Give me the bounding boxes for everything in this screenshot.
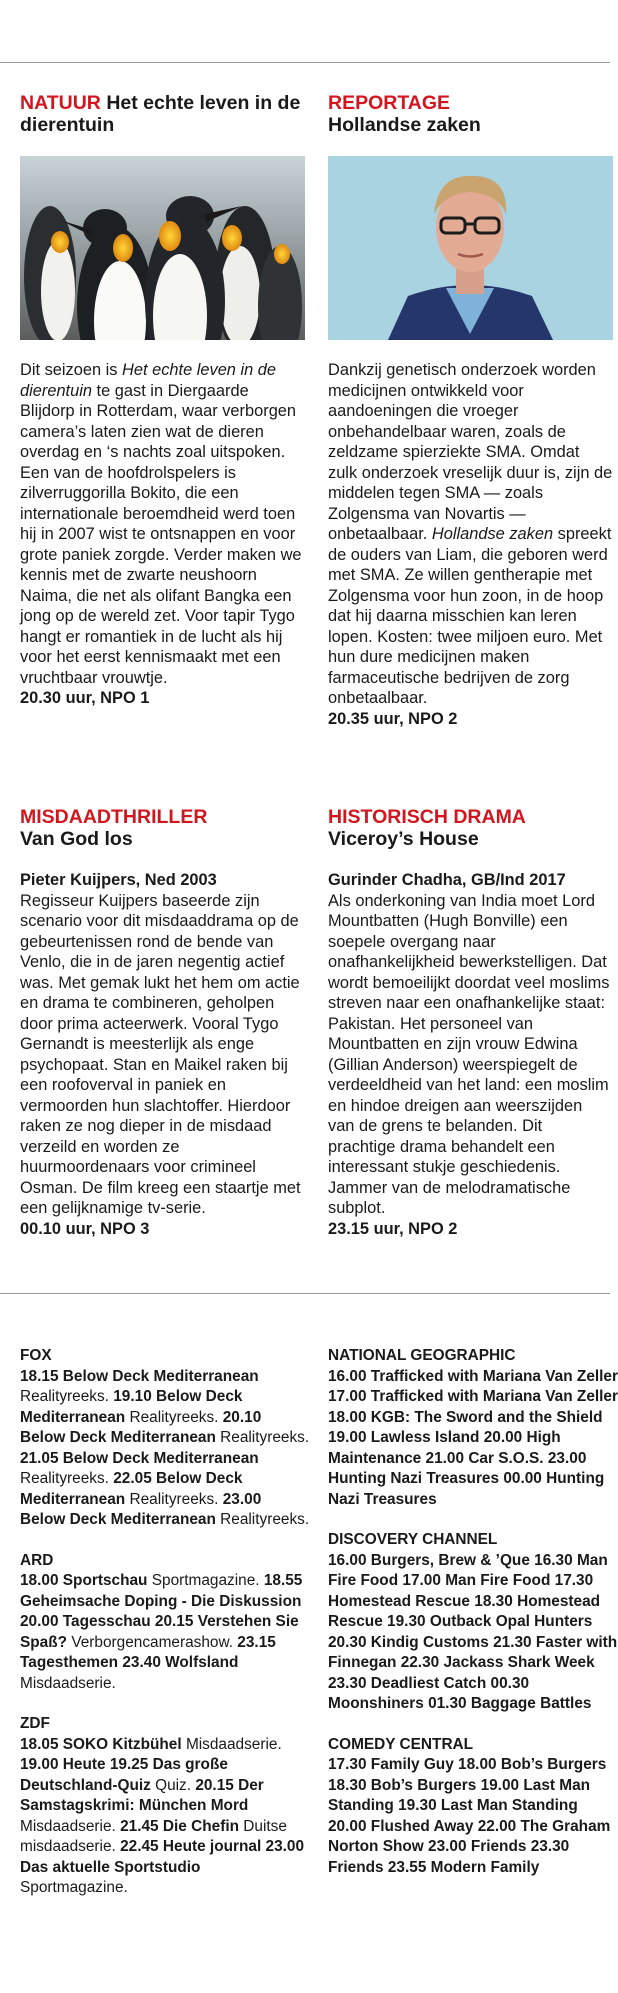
program-title: Die Chefin bbox=[162, 1817, 239, 1835]
program-description: Realityreeks. bbox=[129, 1490, 219, 1508]
program-time: 17.00 bbox=[402, 1572, 441, 1589]
program-entry bbox=[398, 1797, 578, 1814]
program-title: Friends bbox=[328, 1858, 384, 1876]
program-description: Duitse misdaadserie. bbox=[20, 1817, 287, 1855]
program-time: 18.00 bbox=[328, 1408, 367, 1426]
article-category: HISTORISCH DRAMA bbox=[328, 806, 526, 828]
body-run: Als onderkoning van India moet Lord Mountbatten (Hugh Bonville) een soepele overgang naar onafhankelijkheid bewerkstelligen. Dat wordt bemoeilijkt doordat veel moslims streven naar een onafhankelijke staat: Pakistan. Het personeel van Mountbatten en zijn vrouw Edwina (Gillian Anderson) weerspiegelt de verdeeldheid van het land: een moslim en hindoe dreigen aan weerszijden van de grens te belanden. Dit prachtige drama behandelt een interessant stukje geschiedenis. Jammer van de melodramatische subplot. bbox=[328, 891, 610, 1217]
body-run: spreekt de ouders van Liam, die geboren werd met SMA. Ze willen gentherapie met Zolgensma voor hun zoon, in de hoop dat hij daarna misschien kan leren lopen. Kosten: twee miljoen euro. Met hun dure medicijnen maken farmaceutische bedrijven de zorg onbetaalbaar. bbox=[328, 525, 612, 707]
program-entry bbox=[328, 1634, 489, 1651]
program-time: 18.30 bbox=[328, 1776, 367, 1794]
program-time: 23.55 bbox=[387, 1858, 427, 1876]
program-time: 00.00 bbox=[503, 1470, 542, 1487]
program-title: Moonshiners bbox=[328, 1695, 424, 1712]
program-time: 17.00 bbox=[328, 1388, 367, 1405]
program-time: 23.00 bbox=[222, 1490, 262, 1508]
program-entry bbox=[402, 1572, 550, 1589]
program-title: Man Fire Food bbox=[445, 1572, 551, 1589]
program-time: 19.25 bbox=[109, 1756, 149, 1773]
program-title: Below Deck Mediterranean bbox=[20, 1511, 216, 1528]
program-title: Das aktuelle Sportstudio bbox=[20, 1858, 201, 1876]
body-run: Regisseur Kuijpers baseerde zijn scenario voor dit misdaaddrama op de gebeurtenissen rond de bende van Venlo, die in de jaren negentig actief was. Met gemak lukt het hem om actie en drama te combineren, geholpen door prima acteerwerk. Vooral Tygo Gernandt is meesterlijk als enge psychopaat. Stan en Maikel raken bij een roofoverval in paniek en vermoorden hun slachtoffer. Hierdoor raken ze nog dieper in de misdaad verzeild en worden ze huurmoordenaars voor crimineel Osman. De film kreeg een staartje met een gelijknamige tv-serie. bbox=[20, 891, 301, 1217]
program-time: 20.15 bbox=[195, 1776, 234, 1794]
article-heading bbox=[328, 92, 613, 136]
program-entry bbox=[20, 1756, 106, 1773]
program-time: 01.30 bbox=[428, 1695, 467, 1712]
article-body bbox=[20, 360, 305, 688]
article-airtime: 00.10 uur, NPO 3 bbox=[20, 1219, 150, 1238]
program-title: Deadliest Catch bbox=[370, 1674, 487, 1692]
program-title: Baggage Battles bbox=[470, 1695, 592, 1712]
program-time: 19.00 bbox=[20, 1756, 59, 1773]
article-historisch-drama bbox=[328, 806, 613, 1239]
program-entry bbox=[20, 1613, 151, 1630]
article-body bbox=[20, 891, 305, 1219]
program-time: 16.00 bbox=[328, 1551, 367, 1569]
program-title: Sportschau bbox=[62, 1572, 148, 1589]
program-title: Trafficked with Mariana Van Zeller bbox=[370, 1388, 618, 1405]
program-title: Modern Family bbox=[430, 1858, 540, 1876]
program-title: Below Deck Mediterranean bbox=[20, 1470, 243, 1508]
program-time: 21.00 bbox=[425, 1449, 465, 1467]
program-title: Homestead Rescue bbox=[328, 1592, 470, 1610]
program-time: 23.40 bbox=[122, 1654, 161, 1671]
program-entry bbox=[388, 1859, 539, 1876]
article-title: Van God los bbox=[20, 828, 133, 850]
program-entry bbox=[458, 1756, 606, 1773]
program-time: 22.00 bbox=[477, 1817, 517, 1835]
article-heading bbox=[328, 806, 613, 850]
program-title: Car S.O.S. bbox=[468, 1449, 544, 1467]
program-time: 19.00 bbox=[328, 1429, 367, 1446]
program-entry bbox=[20, 1572, 147, 1589]
channel-programs bbox=[328, 1367, 618, 1511]
program-description: Sportmagazine. bbox=[20, 1879, 128, 1896]
program-time: 22.30 bbox=[400, 1654, 440, 1671]
channel-programs bbox=[328, 1551, 618, 1715]
article-title: Viceroy’s House bbox=[328, 828, 479, 850]
program-entry bbox=[122, 1654, 238, 1671]
program-time: 18.00 bbox=[458, 1756, 497, 1773]
program-entry bbox=[328, 1552, 530, 1569]
program-title: Tagesschau bbox=[62, 1613, 151, 1630]
program-description: Realityreeks. bbox=[220, 1429, 310, 1446]
program-time: 18.00 bbox=[20, 1572, 59, 1589]
program-time: 20.30 bbox=[328, 1633, 367, 1651]
penguins-photo bbox=[20, 156, 305, 340]
program-title: Hunting Nazi Treasures bbox=[328, 1470, 500, 1487]
listings-right-column bbox=[328, 1346, 618, 1878]
program-time: 17.30 bbox=[554, 1572, 594, 1589]
body-run: te gast in Diergaarde Blijdorp in Rotterdam, waar verborgen camera’s laten zien wat de dieren overdag en ‘s nachts zoal uitspoken. Een van de hoofdrolspelers is zilverruggorilla Bokito, die een internationale beroemdheid werd toen hij in 2007 wist te ontsnappen en voor grote paniek zorgde. Verder maken we kennis met de zwarte neushoorn Naima, die net als olifant Bangka een jong op de wereld zet. Voor tapir Tygo hangt er romantiek in de lucht als hij voor het eerst kennismaakt met een vruchtbaar vrouwtje. bbox=[20, 381, 302, 687]
program-entry bbox=[328, 1368, 618, 1385]
program-title: Der Samstagskrimi: München Mord bbox=[20, 1776, 264, 1814]
program-title: Heute journal bbox=[162, 1838, 262, 1855]
channel-programs bbox=[328, 1755, 618, 1878]
program-title: Last Man Standing bbox=[440, 1797, 578, 1814]
program-entry bbox=[20, 1368, 259, 1385]
top-divider bbox=[0, 62, 610, 63]
italic-title-ref: Het echte leven in de dierentuin bbox=[20, 361, 277, 400]
article-airtime: 20.30 uur, NPO 1 bbox=[20, 689, 150, 707]
program-title: Below Deck Mediterranean bbox=[62, 1367, 259, 1385]
program-title: Jackass Shark Week bbox=[443, 1654, 595, 1671]
portrait-photo bbox=[328, 156, 613, 340]
program-title: Lawless Island bbox=[370, 1429, 480, 1446]
program-time: 23.30 bbox=[530, 1838, 570, 1855]
program-time: 21.05 bbox=[20, 1449, 59, 1467]
program-entry bbox=[328, 1409, 603, 1426]
program-time: 17.30 bbox=[328, 1756, 367, 1773]
article-airtime: 20.35 uur, NPO 2 bbox=[328, 709, 458, 728]
program-entry bbox=[328, 1429, 479, 1446]
program-title: Kindig Customs bbox=[370, 1633, 489, 1651]
program-entry bbox=[426, 1450, 544, 1467]
program-title: Flushed Away bbox=[370, 1817, 474, 1835]
program-title: Burgers, Brew & ’Que bbox=[370, 1551, 530, 1569]
program-time: 16.00 bbox=[328, 1367, 367, 1385]
program-entry bbox=[328, 1756, 454, 1773]
program-time: 23.00 bbox=[265, 1838, 305, 1855]
program-time: 19.00 bbox=[480, 1776, 520, 1794]
program-time: 18.05 bbox=[20, 1735, 59, 1753]
article-airtime: 23.15 uur, NPO 2 bbox=[328, 1219, 458, 1238]
program-time: 18.15 bbox=[20, 1367, 59, 1385]
program-time: 22.45 bbox=[120, 1838, 159, 1855]
program-title: Below Deck Mediterranean bbox=[20, 1429, 216, 1446]
article-credits: Pieter Kuijpers, Ned 2003 bbox=[20, 871, 217, 889]
article-body bbox=[328, 891, 613, 1219]
body-run: Dankzij genetisch onderzoek worden medicijnen ontwikkeld voor aandoeningen die vroeger onbehandelbaar waren, zoals de zeldzame spierziekte SMA. Omdat zulk onderzoek vreselijk duur is, zijn de middelen tegen SMA — zoals Zolgensma van Novartis — onbetaalbaar. bbox=[328, 361, 613, 543]
article-body bbox=[328, 360, 613, 709]
program-time: 19.30 bbox=[398, 1797, 437, 1814]
program-title: Below Deck Mediterranean bbox=[62, 1449, 259, 1467]
program-entry bbox=[120, 1838, 261, 1855]
program-entry bbox=[328, 1818, 473, 1835]
program-time: 20.00 bbox=[328, 1817, 367, 1835]
article-title: Het echte leven in de dierentuin bbox=[20, 92, 301, 136]
program-title: Heute bbox=[62, 1756, 106, 1773]
article-title: Hollandse zaken bbox=[328, 114, 481, 136]
program-title: Geheimsache Doping - Die Diskussion bbox=[20, 1592, 302, 1610]
program-description: Misdaadserie. bbox=[185, 1735, 282, 1753]
program-description: Realityreeks. bbox=[129, 1408, 219, 1426]
channel-name: ZDF bbox=[20, 1715, 50, 1732]
program-entry bbox=[387, 1613, 592, 1630]
program-time: 16.30 bbox=[534, 1551, 573, 1569]
channel-programs bbox=[20, 1735, 310, 1899]
program-title: KGB: The Sword and the Shield bbox=[370, 1408, 603, 1426]
channel-programs bbox=[20, 1571, 310, 1694]
program-time: 19.30 bbox=[387, 1613, 426, 1630]
program-time: 23.30 bbox=[328, 1674, 367, 1692]
program-entry bbox=[20, 1736, 182, 1753]
program-description: Misdaadserie. bbox=[20, 1817, 116, 1835]
article-reportage bbox=[328, 92, 613, 729]
program-description: Sportmagazine. bbox=[151, 1572, 260, 1589]
body-run: Dit seizoen is bbox=[20, 361, 123, 379]
program-title: Hunting Nazi Treasures bbox=[328, 1470, 605, 1508]
italic-title-ref: Hollandse zaken bbox=[431, 525, 554, 543]
program-entry bbox=[428, 1695, 591, 1712]
middle-divider bbox=[0, 1293, 610, 1294]
program-title: Das große Deutschland-Quiz bbox=[20, 1756, 228, 1794]
program-time: 21.30 bbox=[493, 1633, 532, 1651]
program-description: Verborgencamerashow. bbox=[71, 1633, 234, 1651]
program-title: Homestead Rescue bbox=[328, 1592, 601, 1630]
program-title: SOKO Kitzbühel bbox=[62, 1735, 182, 1753]
program-time: 18.30 bbox=[474, 1592, 513, 1610]
program-description: Quiz. bbox=[155, 1776, 192, 1794]
channel-name: COMEDY CENTRAL bbox=[328, 1735, 474, 1753]
article-heading bbox=[20, 806, 305, 850]
program-description: Misdaadserie. bbox=[20, 1674, 116, 1692]
program-entry bbox=[328, 1675, 486, 1692]
channel-name: DISCOVERY CHANNEL bbox=[328, 1531, 498, 1548]
listings-left-column bbox=[20, 1346, 310, 1899]
program-time: 19.10 bbox=[113, 1388, 152, 1405]
program-title: Tagesthemen bbox=[20, 1654, 119, 1671]
article-natuur bbox=[20, 92, 305, 709]
program-time: 20.10 bbox=[222, 1408, 262, 1426]
program-title: Friends bbox=[470, 1838, 527, 1855]
program-entry bbox=[428, 1838, 526, 1855]
program-description: Realityreeks. bbox=[20, 1388, 109, 1405]
program-description: Realityreeks. bbox=[20, 1470, 109, 1487]
program-title: Outback Opal Hunters bbox=[429, 1613, 593, 1630]
channel-name: ARD bbox=[20, 1551, 54, 1569]
program-title: Wolfsland bbox=[165, 1654, 239, 1671]
article-credits: Gurinder Chadha, GB/Ind 2017 bbox=[328, 871, 566, 889]
program-time: 22.05 bbox=[113, 1470, 152, 1487]
channel-name: FOX bbox=[20, 1347, 52, 1364]
program-description: Realityreeks. bbox=[220, 1511, 310, 1528]
article-category: MISDAADTHRILLER bbox=[20, 806, 208, 828]
program-title: Verstehen Sie Spaß? bbox=[20, 1613, 299, 1651]
program-title: Below Deck Mediterranean bbox=[20, 1388, 243, 1426]
program-title: Bob’s Burgers bbox=[370, 1776, 477, 1794]
program-title: High Maintenance bbox=[328, 1429, 561, 1467]
program-title: Family Guy bbox=[370, 1756, 454, 1773]
article-misdaadthriller bbox=[20, 806, 305, 1239]
program-title: The Graham Norton Show bbox=[328, 1817, 611, 1855]
program-time: 20.15 bbox=[154, 1613, 194, 1630]
program-title: Last Man Standing bbox=[328, 1776, 591, 1814]
program-entry bbox=[120, 1818, 239, 1835]
program-time: 23.15 bbox=[237, 1633, 276, 1651]
program-entry bbox=[328, 1388, 618, 1405]
program-title: Man Fire Food bbox=[328, 1551, 608, 1589]
article-heading bbox=[20, 92, 305, 136]
article-category: NATUUR bbox=[20, 92, 101, 114]
program-time: 23.00 bbox=[428, 1838, 467, 1855]
channel-name: NATIONAL GEOGRAPHIC bbox=[328, 1347, 516, 1364]
program-entry bbox=[401, 1654, 595, 1671]
program-entry bbox=[328, 1777, 476, 1794]
article-category: REPORTAGE bbox=[328, 92, 451, 114]
program-time: 00.30 bbox=[490, 1674, 530, 1692]
program-title: Faster with Finnegan bbox=[328, 1633, 618, 1671]
program-title: Bob’s Burgers bbox=[500, 1756, 607, 1773]
program-time: 21.45 bbox=[120, 1817, 159, 1835]
program-title: Trafficked with Mariana Van Zeller bbox=[370, 1367, 618, 1385]
program-time: 23.00 bbox=[547, 1449, 587, 1467]
program-entry bbox=[20, 1450, 259, 1467]
program-time: 20.00 bbox=[20, 1613, 59, 1630]
program-time: 20.00 bbox=[483, 1429, 523, 1446]
channel-programs bbox=[20, 1367, 310, 1531]
program-time: 18.55 bbox=[263, 1572, 303, 1589]
